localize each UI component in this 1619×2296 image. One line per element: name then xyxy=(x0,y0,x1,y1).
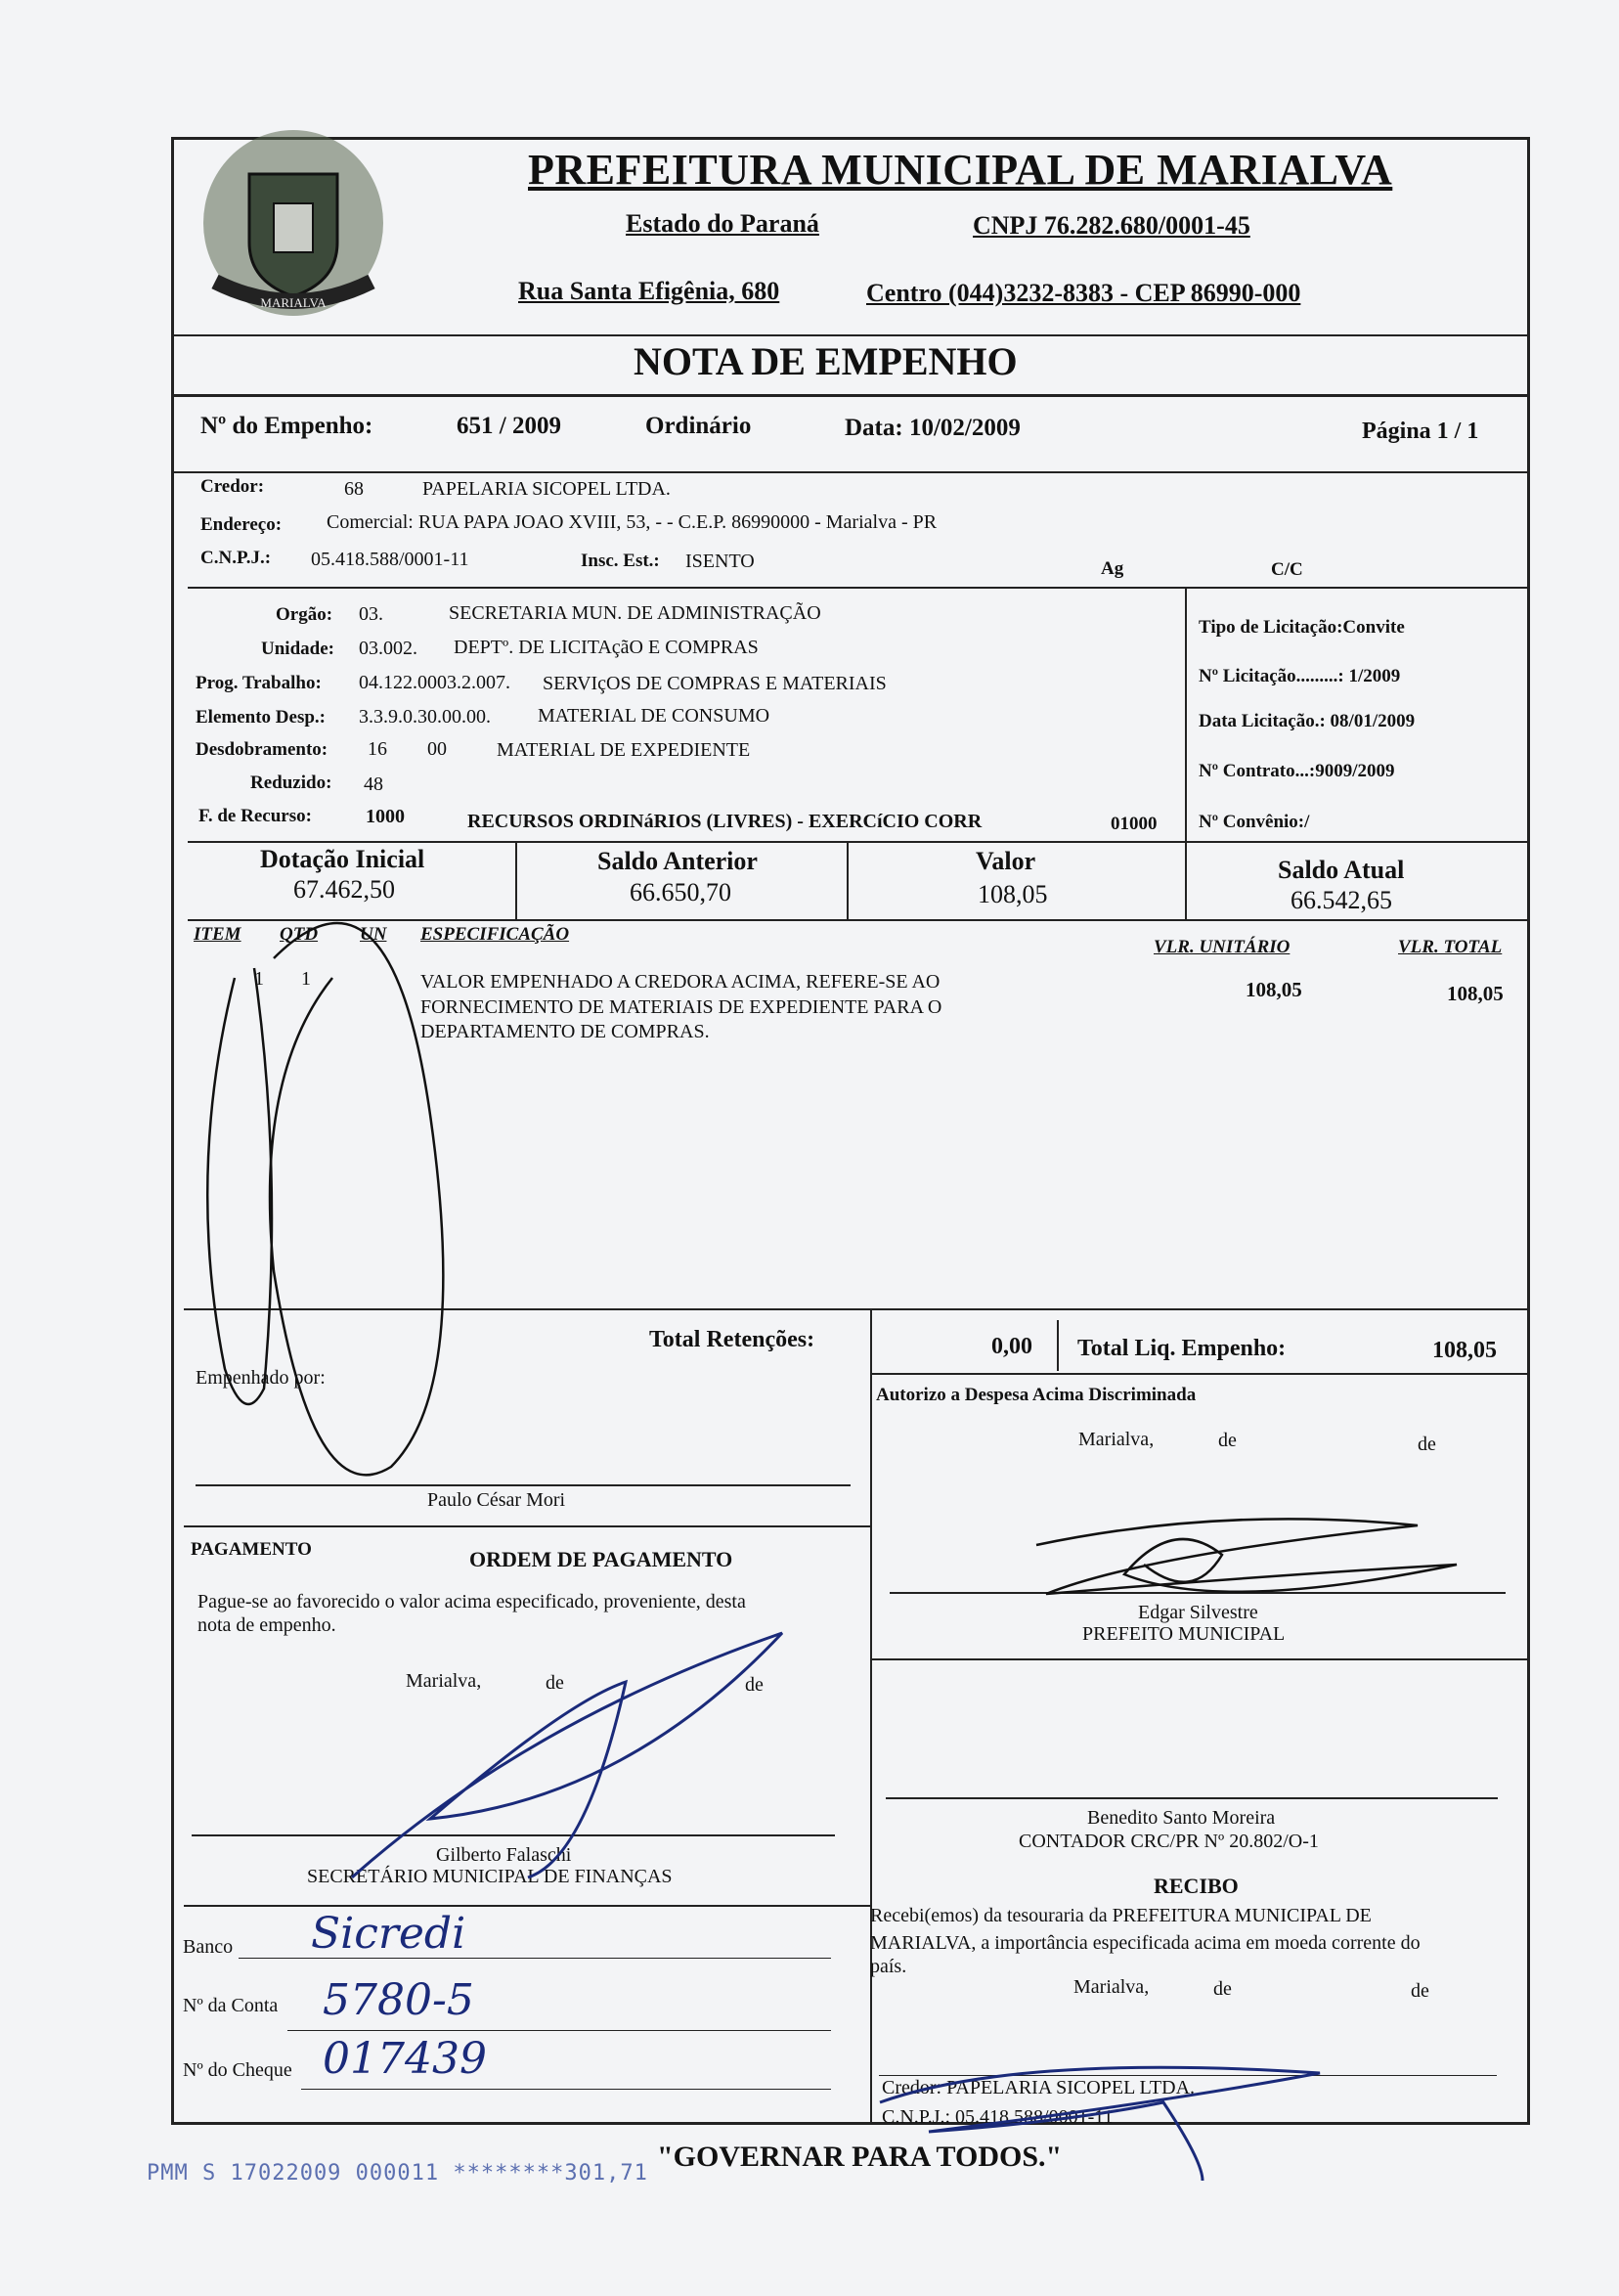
item-spec-line-1: VALOR EMPENHADO A CREDORA ACIMA, REFERE-SE AO xyxy=(420,971,941,993)
data-licitacao: Data Licitação.: 08/01/2009 xyxy=(1199,711,1416,731)
ordem-pagamento-label: ORDEM DE PAGAMENTO xyxy=(469,1547,733,1571)
cheque-label: Nº do Cheque xyxy=(183,2059,292,2081)
item-spec-line-3: DEPARTAMENTO DE COMPRAS. xyxy=(420,1021,710,1042)
item-qty: 1 xyxy=(301,968,311,990)
empenho-number-label: Nº do Empenho: xyxy=(200,413,373,439)
municipality-title: PREFEITURA MUNICIPAL DE MARIALVA xyxy=(528,146,1393,194)
recurso-number: 01000 xyxy=(1111,814,1158,834)
conta-label: Nº da Conta xyxy=(183,1995,279,2016)
col-qtd-header: QTD xyxy=(280,924,319,945)
insc-label: Insc. Est.: xyxy=(581,551,660,571)
col-un-header: UN xyxy=(360,924,387,945)
unidade-code: 03.002. xyxy=(359,638,417,659)
empenho-type: Ordinário xyxy=(645,413,752,439)
municipality-cnpj: CNPJ 76.282.680/0001-45 xyxy=(973,211,1250,240)
empenhado-name: Paulo César Mori xyxy=(427,1489,566,1511)
banco-handwritten: Sicredi xyxy=(311,1909,466,1959)
liq-label: Total Liq. Empenho: xyxy=(1077,1336,1287,1361)
valor-label: Valor xyxy=(976,847,1036,875)
pagamento-text-1: Pague-se ao favorecido o valor acima especificado, proveniente, desta xyxy=(197,1591,746,1612)
credor-address: Comercial: RUA PAPA JOAO XVIII, 53, - - C.E.P. 86990000 - Marialva - PR xyxy=(327,511,938,533)
pagamento-text-2: nota de empenho. xyxy=(197,1614,336,1636)
prog-name: SERVIçOS DE COMPRAS E MATERIAIS xyxy=(543,673,887,694)
item-number: 1 xyxy=(254,968,264,990)
recibo-text-1: Recebi(emos) da tesouraria da PREFEITURA MUNICIPAL DE xyxy=(870,1905,1372,1926)
recibo-city: Marialva, xyxy=(1073,1976,1150,1998)
autorizo-de-1: de xyxy=(1218,1430,1237,1451)
numero-contrato: Nº Contrato...:9009/2009 xyxy=(1199,761,1395,781)
contador-name: Benedito Santo Moreira xyxy=(1087,1807,1276,1829)
col-item-header: ITEM xyxy=(194,924,241,945)
dotacao-value: 67.462,50 xyxy=(293,875,395,904)
recibo-title: RECIBO xyxy=(1154,1874,1239,1898)
retencoes-value: 0,00 xyxy=(991,1334,1032,1359)
credor-cnpj: 05.418.588/0001-11 xyxy=(311,549,469,570)
unidade-name: DEPTº. DE LICITAçãO E COMPRAS xyxy=(454,637,759,658)
credor-label: Credor: xyxy=(200,476,265,497)
secretario-title: SECRETÁRIO MUNICIPAL DE FINANÇAS xyxy=(307,1866,673,1887)
col-unit-header: VLR. UNITÁRIO xyxy=(1154,937,1291,957)
empenho-number: 651 / 2009 xyxy=(457,413,561,439)
banco-label: Banco xyxy=(183,1936,234,1958)
item-unit-value: 108,05 xyxy=(1246,978,1302,1001)
pagamento-label: PAGAMENTO xyxy=(191,1539,312,1560)
autorizo-de-2: de xyxy=(1418,1434,1436,1455)
pagamento-city: Marialva, xyxy=(406,1670,482,1692)
item-spec-line-2: FORNECIMENTO DE MATERIAIS DE EXPEDIENTE PARA O xyxy=(420,996,942,1018)
recibo-credor: Credor: PAPELARIA SICOPEL LTDA. xyxy=(882,2077,1196,2098)
desdob-a: 16 xyxy=(368,738,387,760)
recibo-cnpj: C.N.P.J.: 05.418.588/0001-11 xyxy=(882,2106,1114,2128)
recurso-code: 1000 xyxy=(366,806,405,827)
saldo-anterior-value: 66.650,70 xyxy=(630,878,731,906)
saldo-atual-label: Saldo Atual xyxy=(1278,856,1405,884)
empenho-date: Data: 10/02/2009 xyxy=(845,415,1021,441)
autorizo-text: Autorizo a Despesa Acima Discriminada xyxy=(876,1385,1197,1405)
contador-title: CONTADOR CRC/PR Nº 20.802/O-1 xyxy=(1019,1831,1319,1852)
reduzido-value: 48 xyxy=(364,773,383,795)
recurso-label: F. de Recurso: xyxy=(198,806,312,826)
prefeito-name: Edgar Silvestre xyxy=(1138,1602,1258,1623)
credor-name: PAPELARIA SICOPEL LTDA. xyxy=(422,478,671,500)
orgao-label: Orgão: xyxy=(276,604,333,625)
retencoes-label: Total Retenções: xyxy=(649,1327,815,1352)
recibo-text-2: MARIALVA, a importância especificada acima em moeda corrente do xyxy=(870,1932,1421,1954)
cc-label: C/C xyxy=(1271,559,1303,580)
insc-value: ISENTO xyxy=(685,551,755,572)
elemento-code: 3.3.9.0.30.00.00. xyxy=(359,706,491,728)
saldo-anterior-label: Saldo Anterior xyxy=(597,847,758,875)
col-spec-header: ESPECIFICAÇÃO xyxy=(420,924,570,945)
ag-label: Ag xyxy=(1101,558,1124,579)
orgao-code: 03. xyxy=(359,603,383,625)
desdob-label: Desdobramento: xyxy=(196,739,328,760)
numero-licitacao: Nº Licitação.........: 1/2009 xyxy=(1199,666,1401,686)
prog-label: Prog. Trabalho: xyxy=(196,673,322,693)
elemento-label: Elemento Desp.: xyxy=(196,707,326,728)
secretario-name: Gilberto Falaschi xyxy=(436,1844,572,1866)
motto: "GOVERNAR PARA TODOS." xyxy=(657,2141,1063,2173)
orgao-name: SECRETARIA MUN. DE ADMINISTRAÇÃO xyxy=(449,602,821,624)
credor-code: 68 xyxy=(344,478,364,500)
unidade-label: Unidade: xyxy=(261,639,334,659)
item-total-value: 108,05 xyxy=(1447,982,1504,1005)
crest-ribbon-text: MARIALVA xyxy=(260,295,327,310)
pagamento-de-1: de xyxy=(546,1672,564,1694)
document-title: NOTA DE EMPENHO xyxy=(634,339,1018,383)
empenhado-label: Empenhado por: xyxy=(196,1367,326,1389)
recibo-de-1: de xyxy=(1213,1978,1232,2000)
valor-value: 108,05 xyxy=(978,880,1048,908)
liq-value: 108,05 xyxy=(1432,1338,1497,1363)
address-label: Endereço: xyxy=(200,514,283,535)
desdob-b: 00 xyxy=(427,738,447,760)
prog-code: 04.122.0003.2.007. xyxy=(359,672,510,693)
dotacao-label: Dotação Inicial xyxy=(260,845,425,873)
cnpj-label: C.N.P.J.: xyxy=(200,548,272,568)
cheque-handwritten: 017439 xyxy=(323,2034,487,2084)
tipo-licitacao: Tipo de Licitação:Convite xyxy=(1199,617,1405,638)
prefeito-title: PREFEITO MUNICIPAL xyxy=(1082,1623,1286,1645)
mechanical-stamp: PMM S 17022009 000011 ********301,71 xyxy=(147,2161,648,2186)
col-total-header: VLR. TOTAL xyxy=(1398,937,1503,957)
conta-handwritten: 5780-5 xyxy=(323,1975,474,2025)
reduzido-label: Reduzido: xyxy=(250,773,332,793)
elemento-name: MATERIAL DE CONSUMO xyxy=(538,705,770,727)
saldo-atual-value: 66.542,65 xyxy=(1291,886,1392,914)
recibo-de-2: de xyxy=(1411,1980,1429,2002)
street-address: Rua Santa Efigênia, 680 xyxy=(518,277,780,305)
pagamento-de-2: de xyxy=(745,1674,764,1696)
recurso-name: RECURSOS ORDINáRIOS (LIVRES) - EXERCíCIO CORR xyxy=(467,811,983,832)
desdob-name: MATERIAL DE EXPEDIENTE xyxy=(497,739,751,761)
contact-info: Centro (044)3232-8383 - CEP 86990-000 xyxy=(866,279,1301,307)
autorizo-city: Marialva, xyxy=(1078,1429,1155,1450)
state-name: Estado do Paraná xyxy=(626,209,819,238)
recibo-text-3: país. xyxy=(870,1956,907,1977)
page-number: Página 1 / 1 xyxy=(1362,419,1479,444)
numero-convenio: Nº Convênio:/ xyxy=(1199,812,1310,832)
municipal-crest xyxy=(196,125,391,326)
